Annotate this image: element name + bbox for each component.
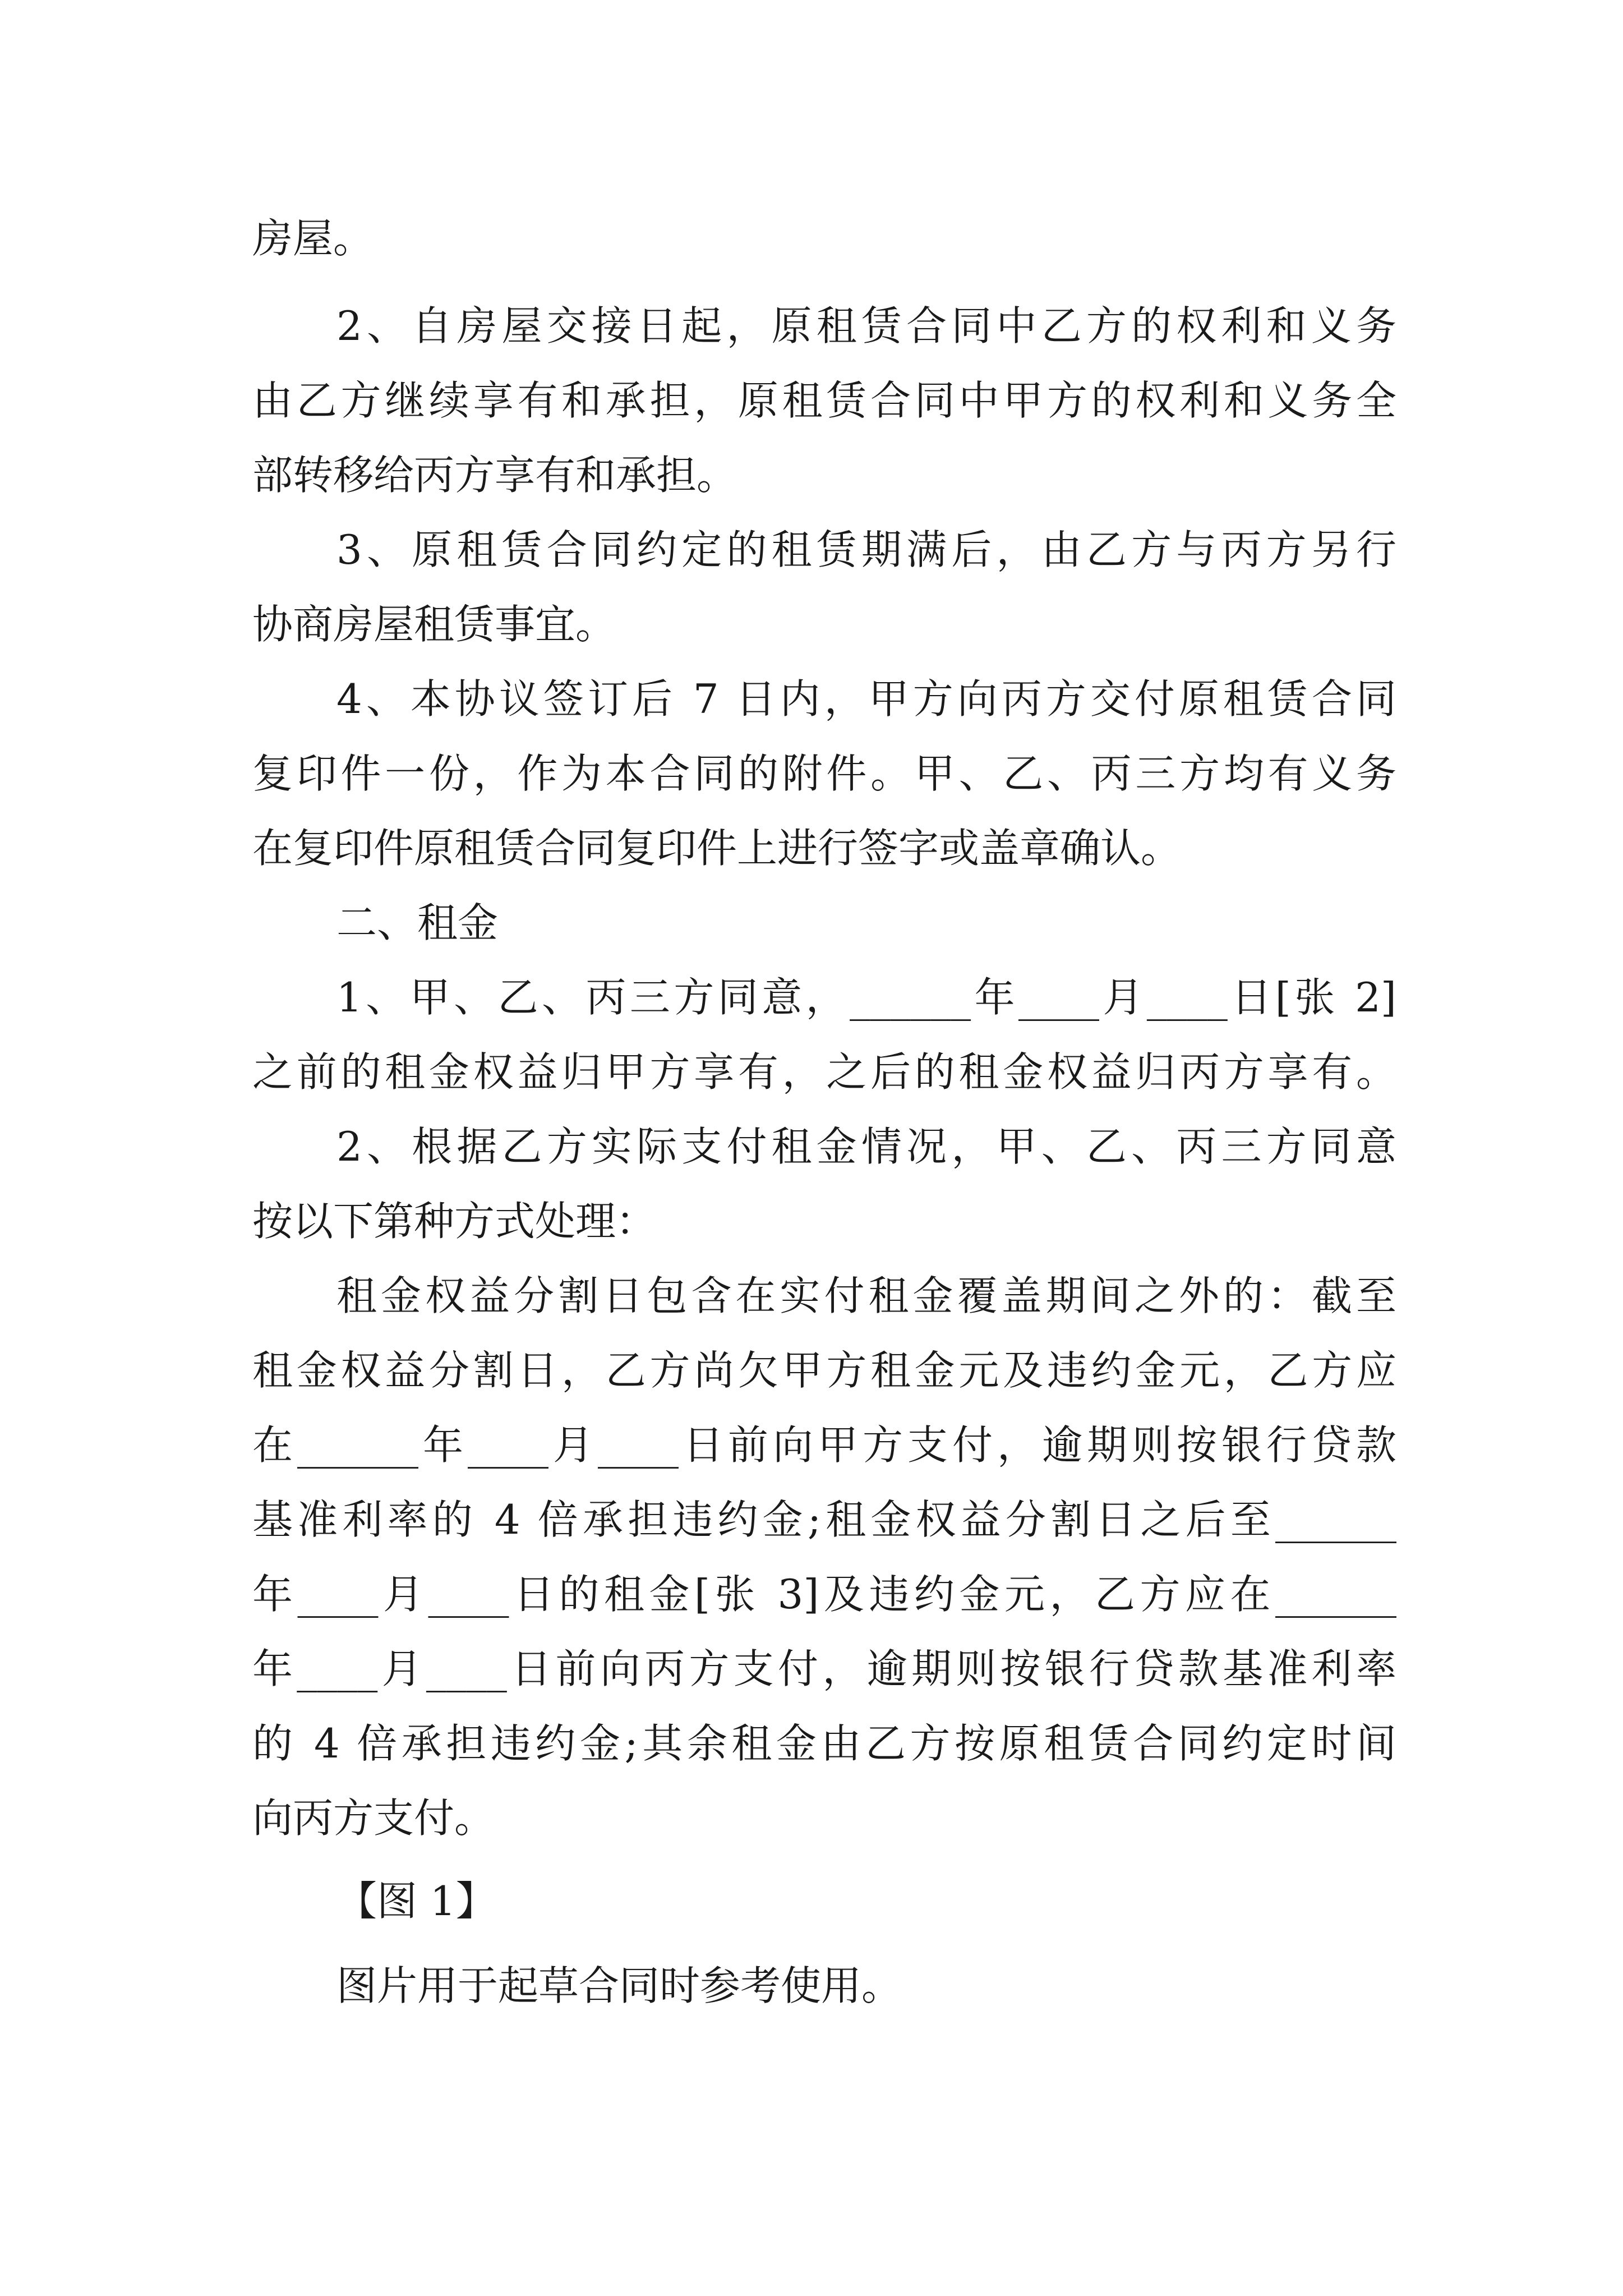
text-line: 3、原租赁合同约定的租赁期满后，由乙方与丙方另行 [336,526,1396,573]
text-line: 基准利率的 4 倍承担违约金;租金权益分割日之后至______ [252,1496,1396,1543]
text-line: 2、自房屋交接日起，原租赁合同中乙方的权利和义务 [336,302,1396,349]
text-line: 在______年____月____日前向甲方支付，逾期则按银行贷款 [252,1421,1396,1469]
text-line: 2、根据乙方实际支付租金情况，甲、乙、丙三方同意 [336,1123,1396,1170]
section-heading: 二、租金 [336,899,499,946]
text-line: 4、本协议签订后 7 日内，甲方向丙方交付原租赁合同 [336,675,1396,723]
text-line: 租金权益分割日包含在实付租金覆盖期间之外的：截至 [336,1272,1396,1319]
text-line: 复印件一份，作为本合同的附件。甲、乙、丙三方均有义务 [252,750,1396,797]
text-line: 在复印件原租赁合同复印件上进行签字或盖章确认。 [252,825,1182,872]
text-line: 部转移给丙方享有和承担。 [252,452,737,499]
text-line: 租金权益分割日，乙方尚欠甲方租金元及违约金元，乙方应 [252,1347,1396,1394]
text-line: 的 4 倍承担违约金;其余租金由乙方按原租赁合同约定时间 [252,1720,1396,1767]
text-line: 年____月____日前向丙方支付，逾期则按银行贷款基准利率 [252,1645,1396,1692]
text-line: 向丙方支付。 [252,1795,495,1842]
figure-caption: 【图 1】 [336,1878,496,1925]
text-line: 按以下第种方式处理： [252,1198,657,1245]
text-line: 房屋。 [252,215,374,262]
text-line: 由乙方继续享有和承担，原租赁合同中甲方的权利和义务全 [252,377,1396,424]
figure-note: 图片用于起草合同时参考使用。 [336,1962,902,2009]
text-line: 1、甲、乙、丙三方同意，______年____月____日[张 2] [336,974,1396,1021]
text-line: 年____月____日的租金[张 3]及违约金元，乙方应在______ [252,1571,1396,1618]
text-line: 之前的租金权益归甲方享有，之后的租金权益归丙方享有。 [252,1048,1396,1096]
text-line: 协商房屋租赁事宜。 [252,601,616,648]
